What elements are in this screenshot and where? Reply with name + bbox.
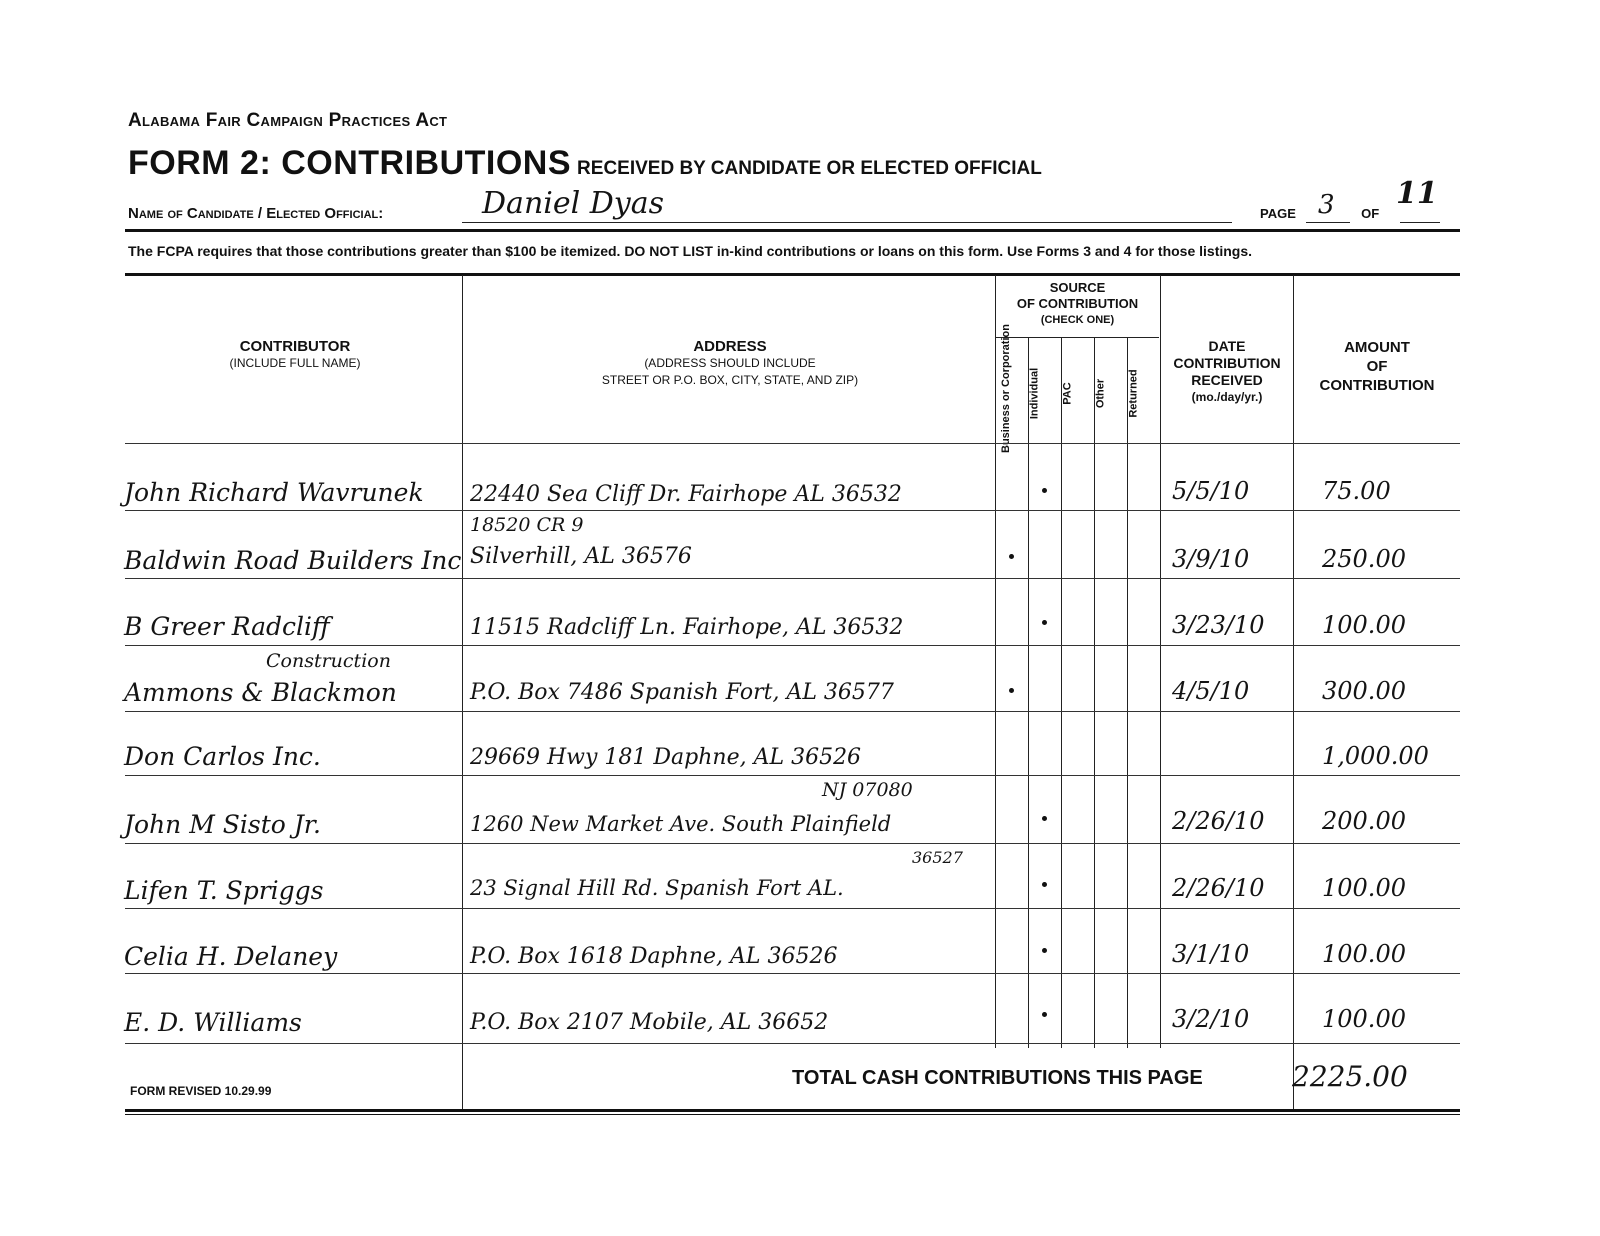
header-date xyxy=(1162,338,1292,406)
row-amount: 75.00 xyxy=(1322,477,1391,505)
row-amount: 250.00 xyxy=(1322,545,1406,573)
row-rule xyxy=(125,711,1460,712)
row-amount: 100.00 xyxy=(1322,1005,1406,1033)
row-address: 1260 New Market Ave. South Plainfield xyxy=(470,812,892,836)
row-date: 3/1/10 xyxy=(1172,940,1250,968)
of-label: OF xyxy=(1361,206,1380,221)
header-amount-title3: CONTRIBUTION xyxy=(1319,377,1435,394)
row-address: P.O. Box 1618 Daphne, AL 36526 xyxy=(470,944,838,969)
source-check-mark xyxy=(1009,554,1014,559)
header-address-sub1: (ADDRESS SHOULD INCLUDE xyxy=(644,356,816,370)
bottom-rule xyxy=(125,1109,1460,1112)
row-amount: 1,000.00 xyxy=(1322,742,1429,770)
page-label: PAGE xyxy=(1260,206,1296,221)
row-rule xyxy=(125,645,1460,646)
total-label: TOTAL CASH CONTRIBUTIONS THIS PAGE xyxy=(792,1067,1203,1089)
header-source xyxy=(996,280,1159,328)
form-title xyxy=(128,144,1042,183)
bottom-rule-thin xyxy=(125,1114,1460,1115)
total-value: 2225.00 xyxy=(1292,1060,1408,1093)
source-check-mark xyxy=(1009,688,1014,693)
column-divider-pac xyxy=(1061,338,1062,1048)
row-address: 22440 Sea Cliff Dr. Fairhope AL 36532 xyxy=(470,482,902,507)
row-rule xyxy=(125,973,1460,974)
row-address-line1: 18520 CR 9 xyxy=(470,514,584,536)
candidate-name-value: Daniel Dyas xyxy=(482,186,665,221)
row-date: 3/2/10 xyxy=(1172,1005,1250,1033)
row-amount: 100.00 xyxy=(1322,874,1406,902)
row-contributor: John M Sisto Jr. xyxy=(124,810,321,839)
row-amount: 100.00 xyxy=(1322,611,1406,639)
column-divider-source xyxy=(995,275,996,1048)
source-option-returned: Returned xyxy=(1127,369,1140,418)
row-address: 29669 Hwy 181 Daphne, AL 36526 xyxy=(470,745,862,770)
header-amount xyxy=(1296,338,1458,395)
header-amount-title1: AMOUNT xyxy=(1344,339,1410,356)
row-contributor: Don Carlos Inc. xyxy=(124,742,321,771)
page-total-line xyxy=(1400,222,1440,223)
source-option-other: Other xyxy=(1094,378,1107,409)
table-top-rule xyxy=(125,273,1460,276)
fcpa-notice: The FCPA requires that those contributions greater than $100 be itemized. DO NOT LIST in-kind contributions or loans on this form. Use Forms 3 and 4 for those listings. xyxy=(128,243,1253,259)
row-amount: 100.00 xyxy=(1322,940,1406,968)
source-check-mark xyxy=(1042,816,1047,821)
header-date-title3: RECEIVED xyxy=(1191,372,1263,388)
form-revised: FORM REVISED 10.29.99 xyxy=(130,1084,272,1098)
row-address: Silverhill, AL 36576 xyxy=(470,544,692,569)
row-rule xyxy=(125,1043,1460,1044)
source-check-mark xyxy=(1042,882,1047,887)
row-contributor: Lifen T. Spriggs xyxy=(124,876,324,905)
row-address-line1: 36527 xyxy=(912,848,963,867)
row-contributor: Ammons & Blackmon xyxy=(124,678,397,707)
row-address: 11515 Radcliff Ln. Fairhope, AL 36532 xyxy=(470,615,904,640)
form-title-sub: RECEIVED BY CANDIDATE OR ELECTED OFFICIAL xyxy=(577,158,1042,179)
source-option-business: Business or Corporation xyxy=(1000,324,1012,453)
column-divider-address xyxy=(462,275,463,1110)
act-title: Alabama Fair Campaign Practices Act xyxy=(128,110,448,131)
row-address-line1: NJ 07080 xyxy=(822,779,913,801)
row-contributor: Celia H. Delaney xyxy=(124,942,338,971)
header-source-title2: OF CONTRIBUTION xyxy=(1016,296,1139,311)
header-source-sub: (CHECK ONE) xyxy=(1040,314,1115,326)
header-address-sub2: STREET OR P.O. BOX, CITY, STATE, AND ZIP) xyxy=(601,373,859,387)
row-date: 4/5/10 xyxy=(1172,677,1250,705)
header-bottom-rule xyxy=(125,443,1460,444)
header-rule xyxy=(125,229,1460,232)
header-date-title1: DATE xyxy=(1208,338,1246,354)
row-contributor: John Richard Wavrunek xyxy=(124,478,424,507)
column-divider-individual xyxy=(1028,338,1029,1048)
column-divider-amount xyxy=(1293,275,1294,1110)
column-divider-other xyxy=(1094,338,1095,1048)
row-amount: 300.00 xyxy=(1322,677,1406,705)
form-title-main: FORM 2: CONTRIBUTIONS xyxy=(128,144,572,182)
row-rule xyxy=(125,578,1460,579)
row-contributor: Baldwin Road Builders Inc xyxy=(124,546,462,575)
row-contributor: E. D. Williams xyxy=(124,1008,302,1037)
page-number: 3 xyxy=(1318,190,1335,220)
row-date: 2/26/10 xyxy=(1172,874,1265,902)
row-date: 5/5/10 xyxy=(1172,477,1250,505)
column-divider-date xyxy=(1160,275,1161,1048)
row-date: 3/23/10 xyxy=(1172,611,1265,639)
row-rule xyxy=(125,510,1460,511)
source-check-mark xyxy=(1042,488,1047,493)
row-date: 3/9/10 xyxy=(1172,545,1250,573)
candidate-name-line xyxy=(462,222,1232,223)
row-amount: 200.00 xyxy=(1322,807,1406,835)
source-check-mark xyxy=(1042,620,1047,625)
candidate-name-label: Name of Candidate / Elected Official: xyxy=(128,205,384,222)
row-rule xyxy=(125,843,1460,844)
source-check-mark xyxy=(1042,948,1047,953)
header-address xyxy=(530,338,930,389)
row-contributor: B Greer Radcliff xyxy=(124,612,330,641)
row-contributor-line1: Construction xyxy=(266,650,391,672)
header-date-title2: CONTRIBUTION xyxy=(1173,355,1281,371)
row-address: 23 Signal Hill Rd. Spanish Fort AL. xyxy=(470,876,844,900)
column-divider-returned xyxy=(1127,338,1128,1048)
page-number-line xyxy=(1306,222,1350,223)
row-address: P.O. Box 2107 Mobile, AL 36652 xyxy=(470,1010,829,1035)
header-contributor-sub: (INCLUDE FULL NAME) xyxy=(229,356,361,370)
header-contributor xyxy=(140,338,450,372)
row-rule xyxy=(125,908,1460,909)
row-address: P.O. Box 7486 Spanish Fort, AL 36577 xyxy=(470,680,894,705)
header-amount-title2: OF xyxy=(1366,358,1388,375)
row-date: 2/26/10 xyxy=(1172,807,1265,835)
source-option-individual: Individual xyxy=(1028,367,1041,420)
header-address-title: ADDRESS xyxy=(693,338,767,355)
row-rule xyxy=(125,775,1460,776)
header-date-sub: (mo./day/yr.) xyxy=(1191,390,1263,404)
header-contributor-title: CONTRIBUTOR xyxy=(239,338,351,355)
source-check-mark xyxy=(1042,1012,1047,1017)
source-option-pac: PAC xyxy=(1061,382,1074,405)
header-source-title1: SOURCE xyxy=(1049,280,1106,295)
page-total: 11 xyxy=(1396,176,1438,211)
